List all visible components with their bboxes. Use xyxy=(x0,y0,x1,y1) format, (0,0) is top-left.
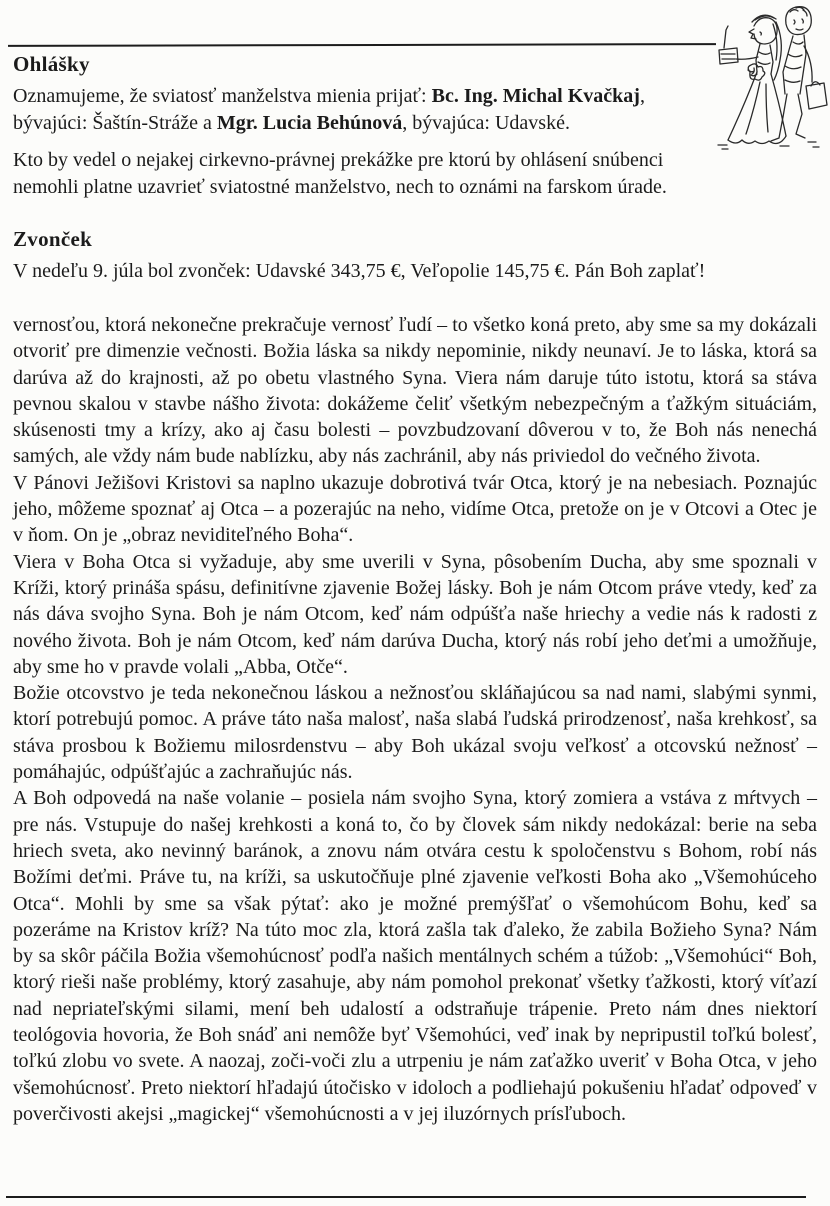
reflection-paragraph: A Boh odpovedá na naše volanie – posiela nám svojho Syna, ktorý zomiera a vstáva z mŕtvych – pre nás. Vstupuje do našej krehkosti a koná to, čo by človek sám nikdy nedokázal: berie na seba hriech sveta, ako nevinný baránok, a znovu nám otvára cestu k spoločenstvu s Bohom, robí nás Božími deťmi. Práve tu, na kríži, sa uskutočňuje plné zjavenie veľkosti Boha ako „Všemohúceho Otca“. Mohli by sme sa však pýtať: ako je možné premýšľať o všemohúcom Bohu, keď sa pozeráme na Kristov kríž? Na túto moc zla, ktorá zašla tak ďaleko, že zabila Božieho Syna? Nám by sa skôr páčila Božia všemohúcnosť podľa našich mentálnych schém a túžob: „Všemohúci“ Boh, ktorý rieši naše problémy, ktorý zasahuje, aby nám pomohol prekonať všetky ťažkosti, ktorý víťazí nad nepriateľskými silami, mení beh udalostí a odstraňuje trápenie. Preto nám dnes niektorí teológovia hovoria, že Boh snáď ani nemôže byť Všemohúci, veď inak by nepripustil toľkú bolesť, toľkú zlobu vo svete. A naozaj, zoči-voči zlu a utrpeniu je nám zaťažko uveriť v Boha Otca, v jeho všemohúcnosť. Preto niektorí hľadajú útočisko v idoloch a podliehajú pokušeniu hľadať odpoveď v poverčivosti akejsi „magickej“ všemohúcnosti a v jej iluzórnych prísľuboch. xyxy=(13,787,817,1125)
page-content xyxy=(13,52,817,1127)
reflection-paragraph: V Pánovi Ježišovi Kristovi sa naplno ukazuje dobrotivá tvár Otca, ktorý je na nebesiach. Poznajúc jeho, môžeme spoznať aj Otca – a pozerajúc na neho, vidíme Otca, pretože on je v Otcovi a Otec je v ňom. On je „obraz neviditeľného Boha“. xyxy=(13,471,817,547)
top-divider-line xyxy=(8,43,716,47)
announcement-intro: Oznamujeme, že sviatosť manželstva mienia prijať: xyxy=(13,85,432,107)
reflection-paragraph: Viera v Boha Otca si vyžaduje, aby sme uverili v Syna, pôsobením Ducha, aby sme spoznali v Kríži, ktorý prináša spásu, definitívne zjavenie Božej lásky. Boh je nám Otcom práve vtedy, keď za nás dáva svojho Syna. Boh je nám Otcom, keď nám odpúšťa naše hriechy a vedie nás k radosti z nového života. Boh je nám Otcom, keď nám darúva Ducha, ktorý nás robí jeho deťmi a umožňuje, aby sme ho v pravde volali „Abba, Otče“. xyxy=(13,550,817,678)
zvoncek-heading: Zvonček xyxy=(13,227,93,251)
bottom-divider-line xyxy=(6,1196,806,1198)
collection-report: V nedeľu 9. júla bol zvonček: Udavské 343,75 €, Veľopolie 145,75 €. Pán Boh zaplať! xyxy=(13,260,706,282)
reflection-paragraph: vernosťou, ktorá nekonečne prekračuje vernosť ľudí – to všetko koná preto, aby sme sa my dokázali otvoriť pre dimenzie večnosti. Božia láska sa nikdy nepominie, nikdy neunaví. Je to láska, ktorá sa darúva až do krajnosti, až po obetu vlastného Syna. Viera nám daruje túto istotu, ktorá sa stáva pevnou skalou v stavbe nášho života: dokážeme čeliť všetkým nebezpečným a ťažkým situáciám, skúsenosti tmy a krízy, ako aj času bolesti – povzbudzovaní dôverou v to, že Boh nás nenechá samých, ale vždy nám bude nablízku, aby nás zachránil, aby nás priviedol do večného života. xyxy=(13,314,817,468)
groom-name: Bc. Ing. Michal Kvačkaj xyxy=(431,85,640,107)
reflection-paragraph: Božie otcovstvo je teda nekonečnou láskou a nežnosťou skláňajúcou sa nad nami, slabými synmi, ktorí potrebujú pomoc. A práve táto naša malosť, naša slabá ľudská prirodzenosť, naša krehkosť, sa stáva prosbou k Božiemu milosrdenstvu – aby Boh ukázal svoju veľkosť a otcovskú nežnosť – pomáhajúc, odpúšťajúc a zachraňujúc nás. xyxy=(13,682,817,784)
ohlasky-heading: Ohlášky xyxy=(13,52,90,76)
marriage-announcement xyxy=(13,83,703,137)
reflection-text xyxy=(13,312,817,1127)
announcement-ending: , bývajúca: Udavské. xyxy=(402,112,570,134)
bride-name: Mgr. Lucia Behúnová xyxy=(216,112,403,134)
impediment-notice: Kto by vedel o nejakej cirkevno-právnej prekážke pre ktorú by ohlásení snúbenci nemohli platne uzavrieť sviatostné manželstvo, nech to oznámi na farskom úrade. xyxy=(13,149,667,198)
announcement-between: , bývajúci: Šaštín-Stráže a xyxy=(13,85,645,134)
